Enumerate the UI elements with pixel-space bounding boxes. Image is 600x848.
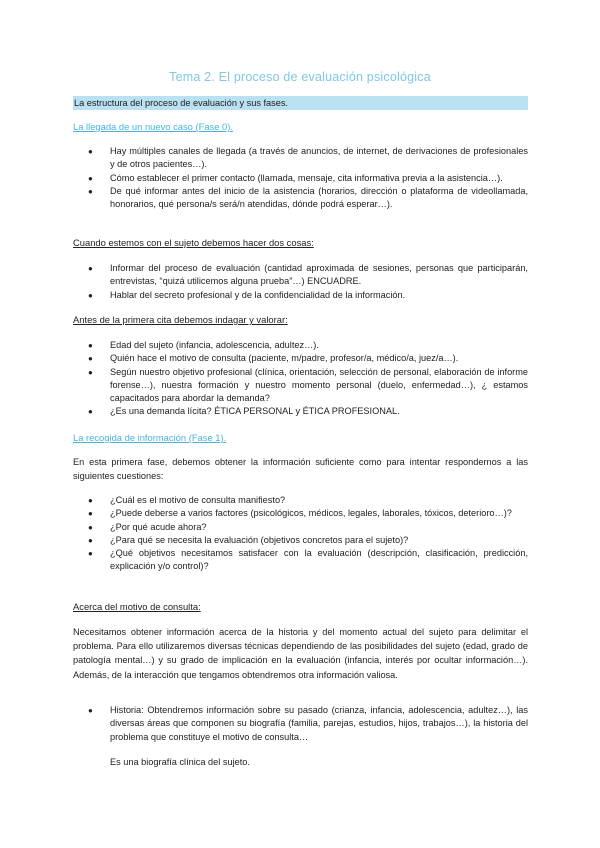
bullet-icon: ● [88,173,93,183]
list-item: ● ¿Por qué acude ahora? [73,521,528,534]
bullet-icon: ● [88,496,93,505]
bullet-icon: ● [88,186,93,196]
intro-fase-1: En esta primera fase, debemos obtener la información suficiente como para intentar respondernos a las siguientes cuestiones: [73,457,528,482]
list-item: ● ¿Puede deberse a varios factores (psicológicos, médicos, legales, laborales, tóxicos, deterioro…)? [73,507,528,520]
bullet-icon: ● [88,549,93,559]
section-banner: La estructura del proceso de evaluación y sus fases. [73,96,528,110]
heading-first-appointment: Antes de la primera cita debemos indagar y valorar: [73,314,288,325]
list-item: ● Hablar del secreto profesional y de la confidencialidad de la información. [73,289,528,302]
list-item: ● Quién hace el motivo de consulta (paciente, m/padre, profesor/a, médico/a, juez/a…). [73,352,528,365]
bullet-icon: ● [88,147,93,156]
list-two-things [73,262,528,302]
intro-motivo-consulta: Necesitamos obtener información acerca de la historia y del momento actual del sujeto para delimitar el problema. Para ello utilizaremos diversas técnicas dependiendo de las posibilidades del sujeto (edad, grado de patología mental…) y su grado de implicación en la evaluación (infancia, interés por ocultar información…). Además, de la interacción que tengamos obtendremos otra información valiosa. [73,627,528,680]
bullet-icon: ● [88,290,93,300]
list-item: ● Cómo establecer el primer contacto (llamada, mensaje, cita informativa previa a la asistencia…). [73,172,528,185]
bullet-icon: ● [88,509,93,519]
bullet-icon: ● [88,407,93,417]
list-item: ● Edad del sujeto (infancia, adolescencia, adultez…). [73,339,528,352]
bullet-icon: ● [88,706,93,715]
bullet-icon: ● [88,367,93,377]
list-item: ● ¿Cuál es el motivo de consulta manifiesto? [73,494,528,507]
list-item: ● De qué informar antes del inicio de la asistencia (horarios, dirección o plataforma de videollamada, honorarios, qué persona/s será/n atendidas, dónde podrá esperar…). [88,185,528,210]
bullet-icon: ● [88,341,93,350]
list-questions [73,494,528,574]
list-item: ● ¿Es una demanda lícita? ÉTICA PERSONAL y ÉTICA PROFESIONAL. [73,405,528,418]
list-item: ● ¿Qué objetivos necesitamos satisfacer con la evaluación (descripción, clasificación, predicción, explicación y/o control)? [88,548,528,572]
list-fase-0 [73,145,528,211]
list-item: ● Según nuestro objetivo profesional (clínica, orientación, selección de personal, elaboración de informe forense…), nuestra formación y nuestro momento personal (duelo, enfermedad…), ¿ estamos capacitados para abordar la demanda? [88,366,528,404]
heading-fase-0: La llegada de un nuevo caso (Fase 0). [73,121,234,132]
list-first-appointment [73,339,528,419]
bullet-icon: ● [88,264,93,273]
list-item: ● Informar del proceso de evaluación (cantidad aproximada de sesiones, personas que participarán, entrevistas, “quizá utilicemos alguna prueba”…) ENCUADRE. [88,263,528,287]
list-historia [73,704,528,744]
bullet-icon: ● [88,522,93,532]
bullet-icon: ● [88,354,93,364]
heading-motivo-consulta: Acerca del motivo de consulta: [73,601,201,612]
page-title: Tema 2. El proceso de evaluación psicológica [169,70,431,84]
heading-two-things: Cuando estemos con el sujeto debemos hacer dos cosas: [73,237,314,248]
note-biografia: Es una biografía clínica del sujeto. [110,757,250,767]
heading-fase-1: La recogida de información (Fase 1). [73,432,227,443]
list-item: ● Historia: Obtendremos información sobre su pasado (crianza, infancia, adolescencia, adultez…), las diversas áreas que componen su biografía (familia, parejas, estudios, hijos, trabajos…), la historia del problema que constituye el motivo de consulta… [88,705,528,742]
list-item: ● ¿Para qué se necesita la evaluación (objetivos concretos para el sujeto)? [73,534,528,547]
list-item: ● Hay múltiples canales de llegada (a través de anuncios, de internet, de derivaciones de profesionales y de otros pacientes…). [88,146,528,170]
bullet-icon: ● [88,535,93,545]
